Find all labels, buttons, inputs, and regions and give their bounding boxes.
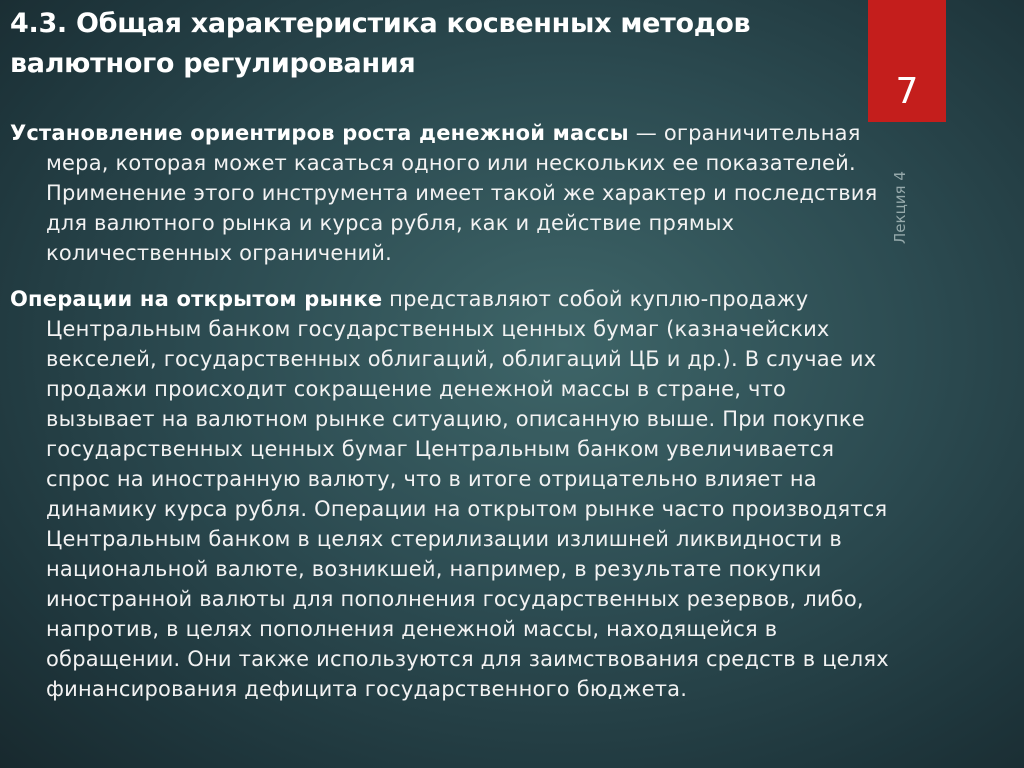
- lecture-side-label: Лекция 4: [891, 171, 909, 245]
- paragraph-line: динамику курса рубля. Операции на открытом рынке часто производятся: [46, 497, 888, 521]
- paragraph-line: векселей, государственных облигаций, облигаций ЦБ и др.). В случае их: [46, 347, 877, 371]
- paragraph-line: спрос на иностранную валюту, что в итоге отрицательно влияет на: [46, 467, 817, 491]
- paragraph-line: вызывает на валютном рынке ситуацию, описанную выше. При покупке: [46, 407, 865, 431]
- paragraph-line: количественных ограничений.: [46, 241, 393, 265]
- paragraph-line-text: представляют собой куплю-продажу: [382, 287, 809, 311]
- slide-number: 7: [895, 71, 919, 112]
- paragraph-lead-term: Установление ориентиров роста денежной массы: [10, 121, 629, 145]
- paragraph-money-supply-targets: [10, 118, 1010, 268]
- paragraph-line-text: — ограничительная: [628, 121, 861, 145]
- paragraph-lead-term: Операции на открытом рынке: [10, 287, 383, 311]
- paragraph-line: Центральным банком в целях стерилизации излишней ликвидности в: [46, 527, 842, 551]
- paragraph-line: [10, 118, 1010, 148]
- slide-number-badge: [868, 0, 946, 122]
- paragraph-line: иностранной валюты для пополнения государственных резервов, либо,: [46, 587, 864, 611]
- paragraph-line: обращении. Они также используются для заимствования средств в целях: [46, 647, 889, 671]
- paragraph-line: продажи происходит сокращение денежной массы в стране, что: [46, 377, 787, 401]
- paragraph-open-market-operations: [10, 284, 1010, 704]
- paragraph-line: для валютного рынка и курса рубля, как и действие прямых: [46, 211, 735, 235]
- paragraph-line: национальной валюте, возникшей, например, в результате покупки: [46, 557, 822, 581]
- paragraph-line: Центральным банком государственных ценных бумаг (казначейских: [46, 317, 830, 341]
- paragraph-line: Применение этого инструмента имеет такой же характер и последствия: [46, 181, 878, 205]
- paragraph-line: [10, 284, 1010, 314]
- paragraph-line: мера, которая может касаться одного или нескольких ее показателей.: [46, 151, 856, 175]
- paragraph-line: напротив, в целях пополнения денежной массы, находящейся в: [46, 617, 778, 641]
- slide-title: [10, 4, 870, 84]
- slide-title-line: валютного регулирования: [10, 48, 416, 79]
- paragraph-line: финансирования дефицита государственного бюджета.: [46, 677, 688, 701]
- paragraph-line: государственных ценных бумаг Центральным банком увеличивается: [46, 437, 835, 461]
- slide-title-line: 4.3. Общая характеристика косвенных методов: [10, 8, 751, 39]
